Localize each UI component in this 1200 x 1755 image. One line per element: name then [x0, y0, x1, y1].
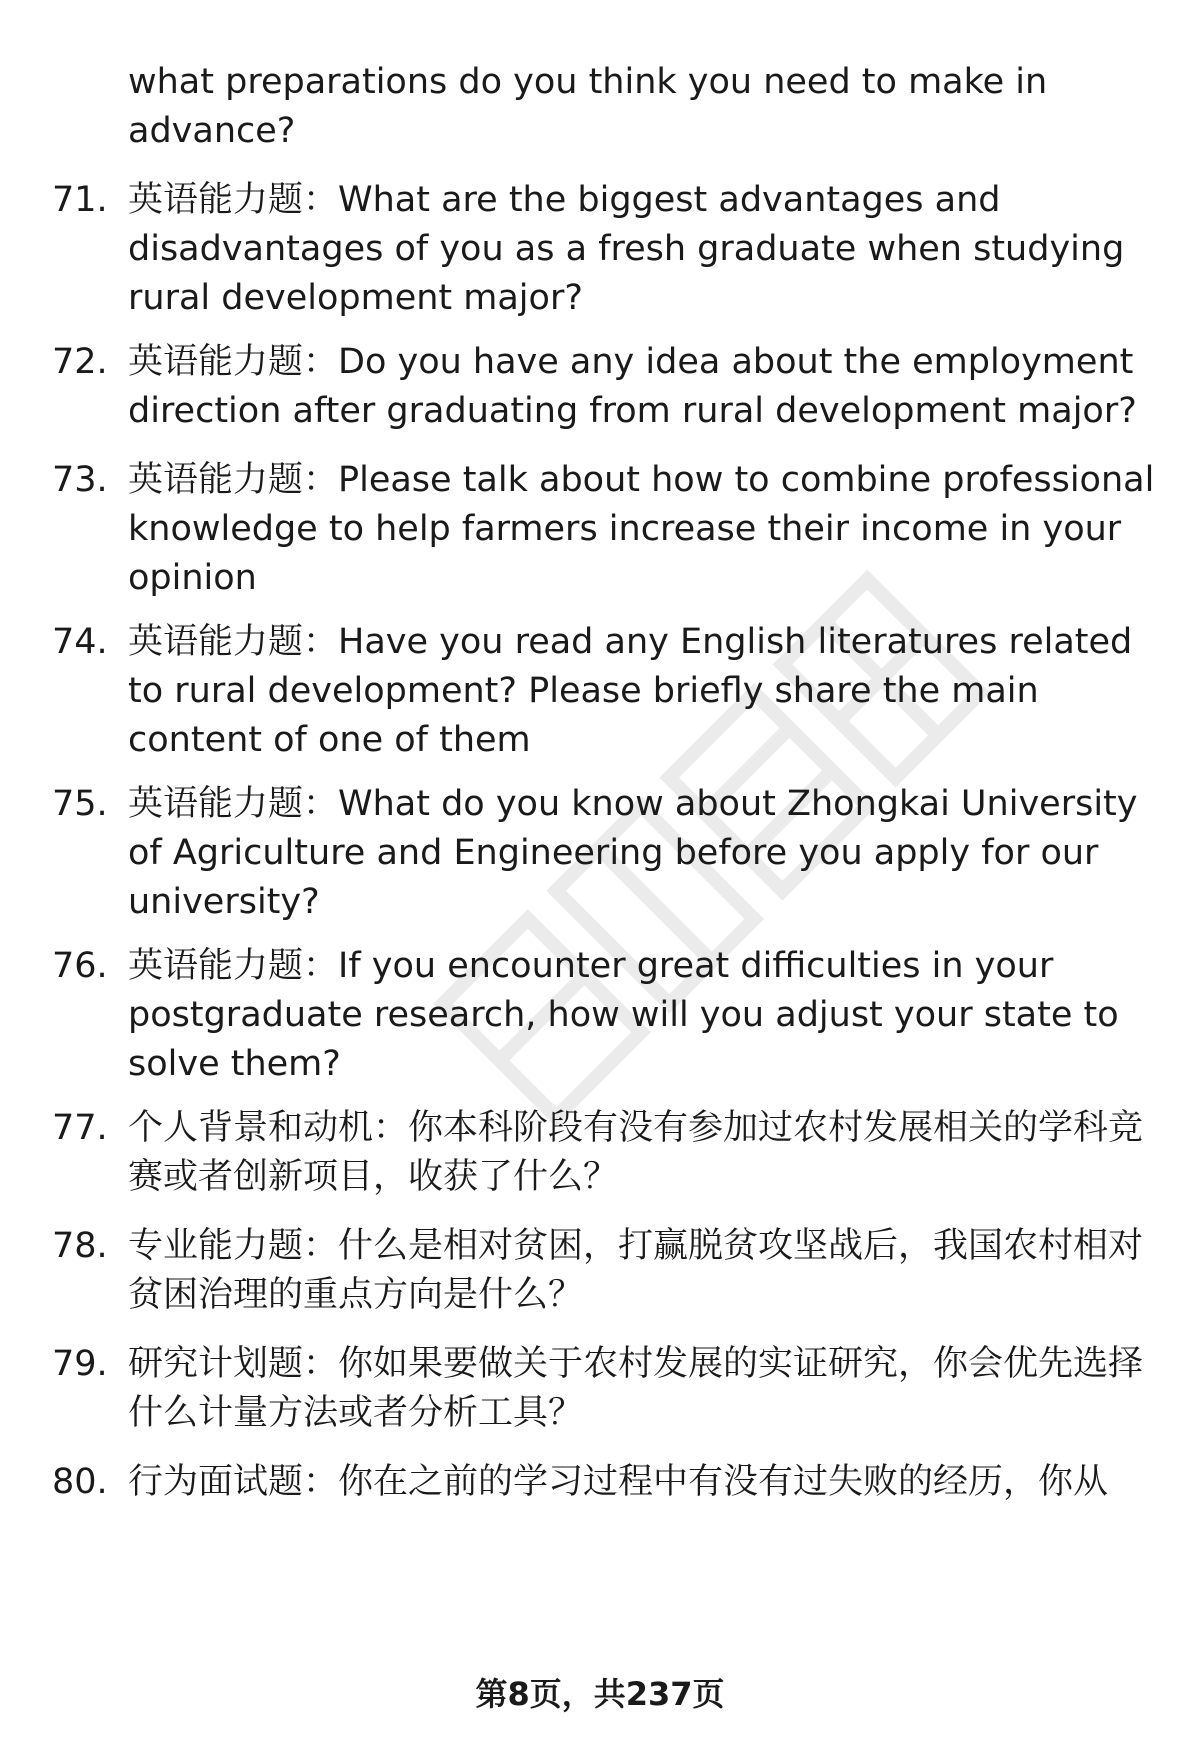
- question-text: 研究计划题：你如果要做关于农村发展的实证研究，你会优先选择什么计量方法或者分析工具？: [128, 1344, 1144, 1433]
- question-number: 71.: [52, 180, 108, 220]
- page-footer: 第8页，共237页: [475, 1675, 725, 1713]
- question-text: 英语能力题：Do you have any idea about the employment direction after graduating from rural development major?: [128, 342, 1137, 431]
- question-text: 英语能力题：Please talk about how to combine professional knowledge to help farmers increase their income in your opinion: [128, 460, 1155, 598]
- question-text: 英语能力题：If you encounter great difficulties in your postgraduate research, how will you adjust your state to solve them?: [128, 946, 1119, 1084]
- question-number: 80.: [52, 1462, 108, 1502]
- question-number: 77.: [52, 1108, 108, 1148]
- question-number: 75.: [52, 784, 108, 824]
- question-number: 72.: [52, 342, 108, 382]
- question-number: 79.: [52, 1344, 108, 1384]
- question-number: 73.: [52, 460, 108, 500]
- question-text: 行为面试题：你在之前的学习过程中有没有过失败的经历，你从: [128, 1462, 1109, 1502]
- question-number: 74.: [52, 622, 108, 662]
- question-number: 76.: [52, 946, 108, 986]
- question-text: 个人背景和动机：你本科阶段有没有参加过农村发展相关的学科竞赛或者创新项目，收获了什么？: [128, 1108, 1144, 1197]
- question-text: 英语能力题：Have you read any English literatures related to rural development? Please briefly share the main content of one of them: [128, 622, 1133, 760]
- question-text: 英语能力题：What are the biggest advantages and disadvantages of you as a fresh graduate when studying rural development major?: [128, 180, 1125, 318]
- continuation-text: what preparations do you think you need to make in advance?: [128, 62, 1048, 151]
- question-text: 专业能力题：什么是相对贫困，打赢脱贫攻坚战后，我国农村相对贫困治理的重点方向是什么？: [128, 1226, 1144, 1315]
- question-number: 78.: [52, 1226, 108, 1266]
- question-text: 英语能力题：What do you know about Zhongkai University of Agriculture and Engineering before you apply for our university?: [128, 784, 1138, 922]
